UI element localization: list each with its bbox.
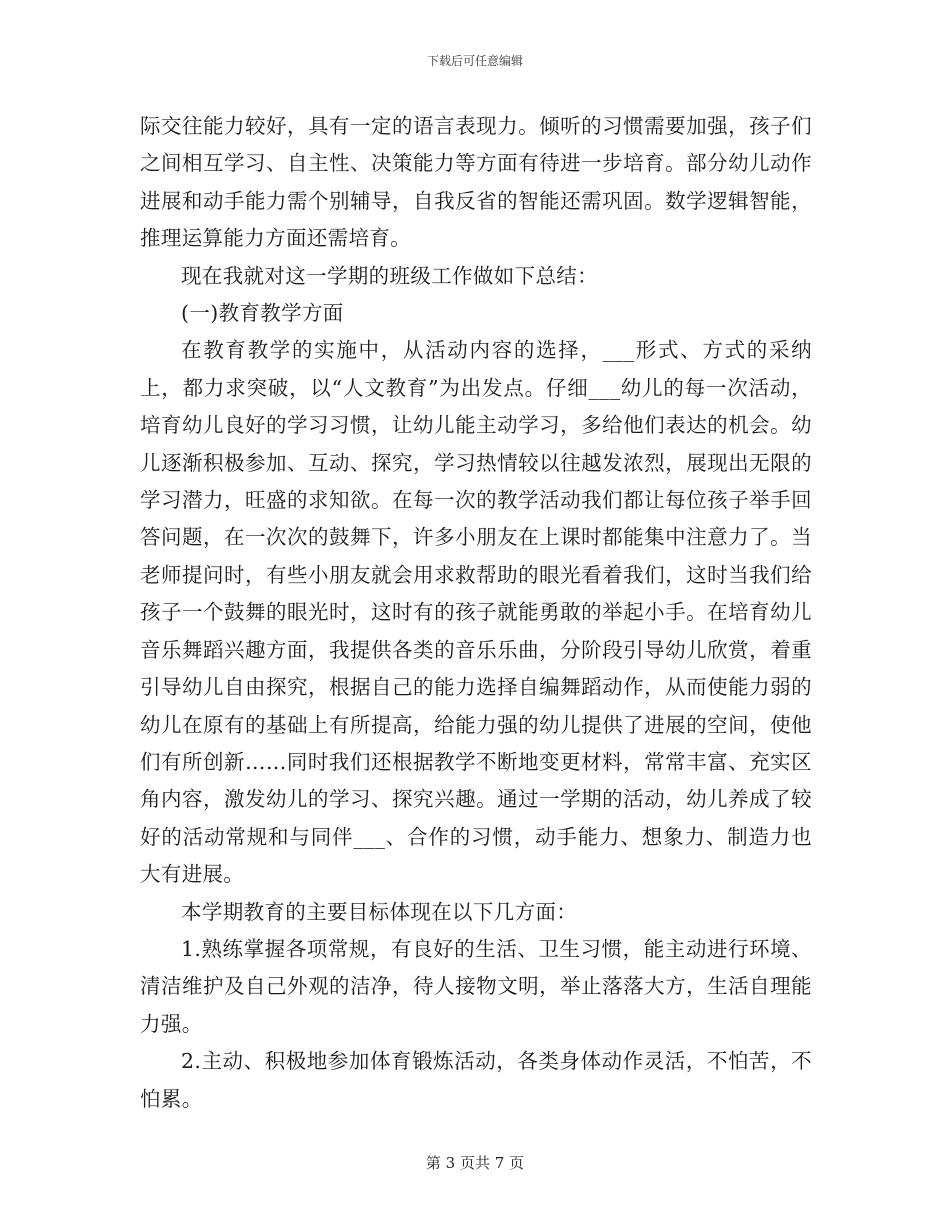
paragraph-4: 本学期教育的主要目标体现在以下几方面： xyxy=(181,899,578,924)
list-item-2: 2.主动、积极地参加体育锻炼活动，各类身体动作灵活，不怕苦，不怕累。 xyxy=(140,1049,812,1111)
paragraph-2: 现在我就对这一学期的班级工作做如下总结： xyxy=(181,263,598,288)
list-item-1: 1.熟练掌握各项常规，有良好的生活、卫生习惯，能主动进行环境、清洁维护及自己外观的洁净，待人接物文明，举止落落大方，生活自理能力强。 xyxy=(140,936,812,1036)
paragraph-3: 在教育教学的实施中，从活动内容的选择，___形式、方式的采纳上，都力求突破，以“人文教育”为出发点。仔细___幼儿的每一次活动，培育幼儿良好的学习习惯，让幼儿能主动学习，多给他们表达的机会。幼儿逐渐积极参加、互动、探究，学习热情较以往越发浓烈，展现出无限的学习潜力，旺盛的求知欲。在每一次的教学活动我们都让每位孩子举手回答问题，在一次次的鼓舞下，许多小朋友在上课时都能集中注意力了。当老师提问时，有些小朋友就会用求救帮助的眼光看着我们，这时当我们给孩子一个鼓舞的眼光时，这时有的孩子就能勇敢的举起小手。在培育幼儿音乐舞蹈兴趣方面，我提供各类的音乐乐曲，分阶段引导幼儿欣赏，着重引导幼儿自由探究，根据自己的能力选择自编舞蹈动作，从而使能力弱的幼儿在原有的基础上有所提高，给能力强的幼儿提供了进展的空间，使他们有所创新……同时我们还根据教学不断地变更材料，常常丰富、充实区角内容，激发幼儿的学习、探究兴趣。通过一学期的活动，幼儿养成了较好的活动常规和与同伴___、合作的习惯，动手能力、想象力、制造力也大有进展。 xyxy=(140,338,812,887)
section-heading: (一)教育教学方面 xyxy=(181,301,344,326)
page-footer: 第 3 页共 7 页 xyxy=(425,1154,525,1172)
paragraph-1: 际交往能力较好，具有一定的语言表现力。倾听的习惯需要加强，孩子们之间相互学习、自主性、决策能力等方面有待进一步培育。部分幼儿动作进展和动手能力需个别辅导，自我反省的智能还需巩固。数学逻辑智能，推理运算能力方面还需培育。 xyxy=(140,114,812,251)
document-body xyxy=(140,108,812,1118)
page-header: 下载后可任意编辑 xyxy=(426,54,523,68)
